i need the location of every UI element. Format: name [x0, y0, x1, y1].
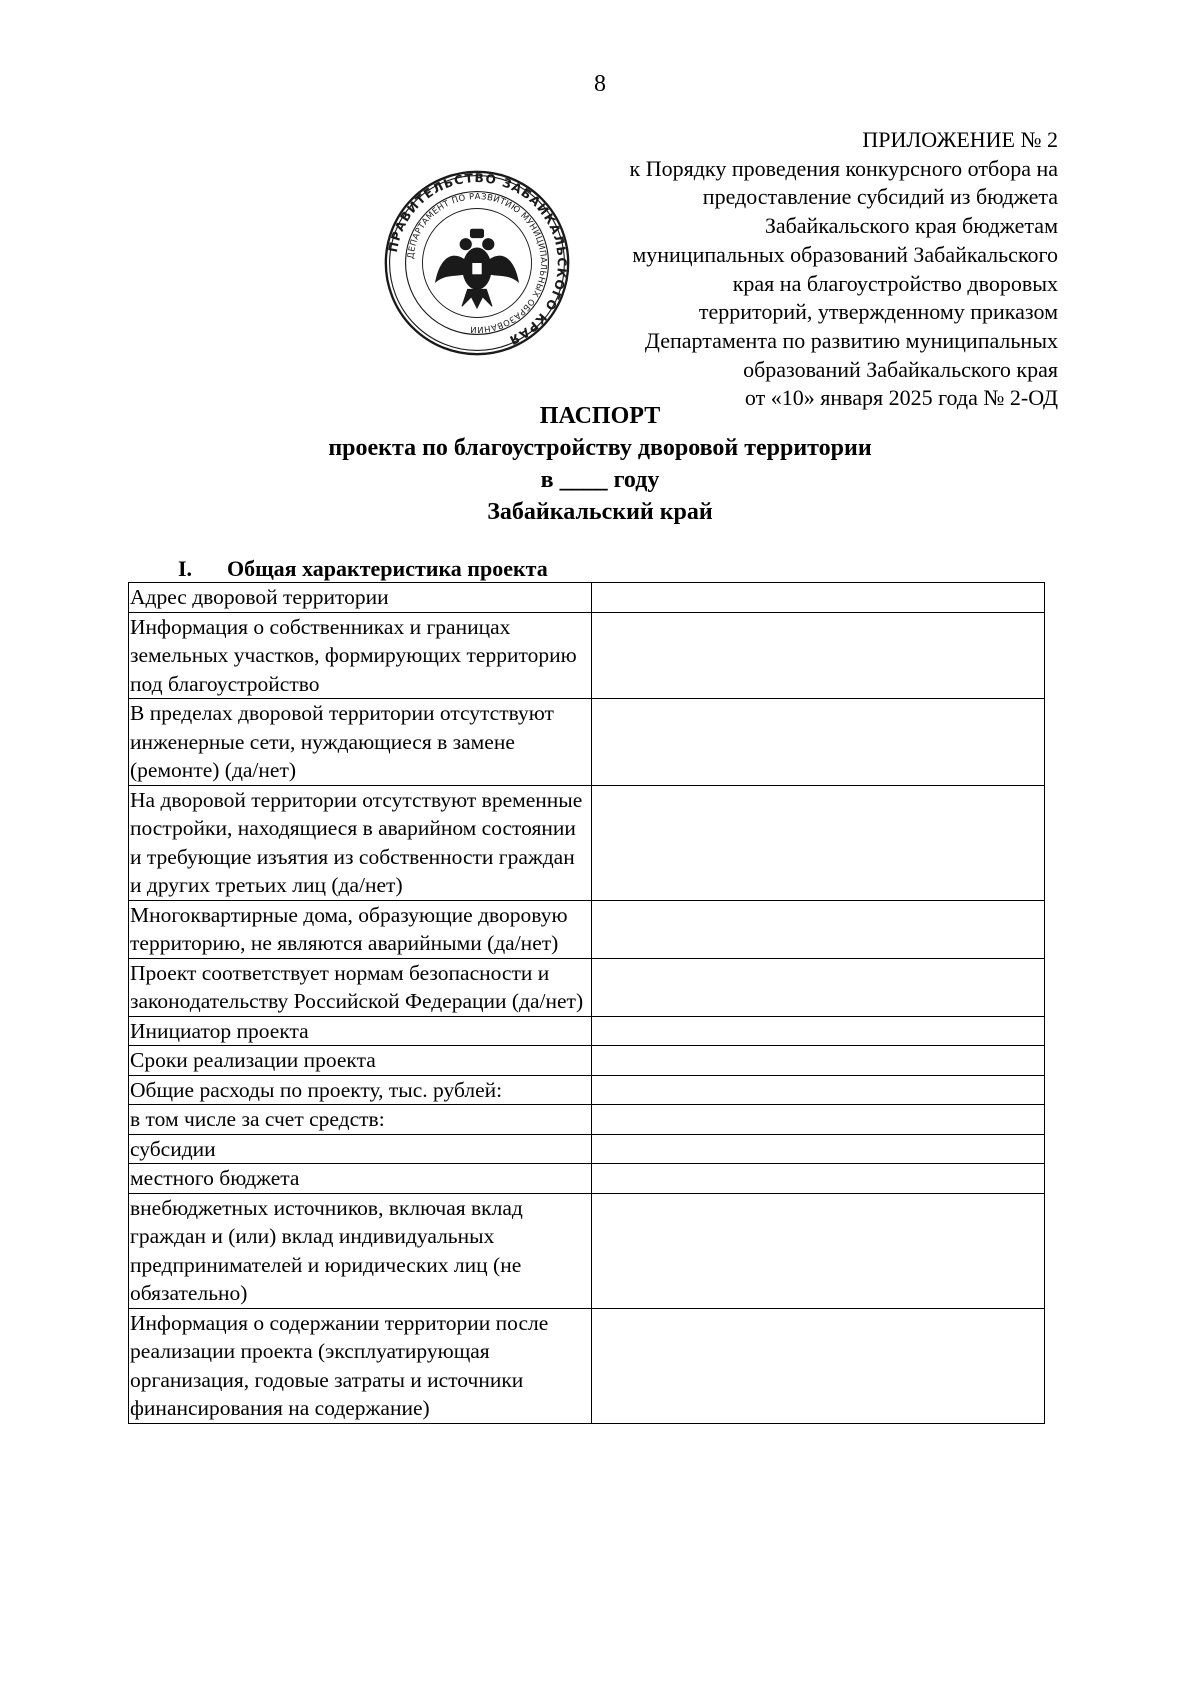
table-row	[129, 1308, 1045, 1423]
seal-outer-text: ПРАВИТЕЛЬСТВО ЗАБАЙКАЛЬСКОГО КРАЯ	[385, 171, 569, 348]
table-row	[129, 1016, 1045, 1046]
table-row	[129, 1134, 1045, 1164]
row-value-cell[interactable]	[592, 1164, 1045, 1194]
table-row	[129, 1105, 1045, 1135]
table-row	[129, 583, 1045, 613]
appendix-line: ПРИЛОЖЕНИЕ № 2	[862, 127, 1058, 152]
page-number: 8	[594, 71, 606, 97]
row-label: местного бюджета	[129, 1164, 592, 1194]
row-value-cell[interactable]	[592, 785, 1045, 900]
section-number: I.	[178, 556, 193, 581]
appendix-line: муниципальных образований Забайкальского	[632, 241, 1058, 267]
row-label: Общие расходы по проекту, тыс. рублей:	[129, 1075, 592, 1105]
row-label: в том числе за счет средств:	[129, 1105, 592, 1135]
appendix-line: к Порядку проведения конкурсного отбора на	[629, 155, 1058, 181]
appendix-line: территорий, утвержденному приказом	[698, 299, 1058, 325]
appendix-line: Забайкальского края бюджетам	[764, 213, 1058, 239]
coat-of-arms-icon	[436, 229, 519, 308]
row-label: Информация о собственниках и границах земельных участков, формирующих территорию под благоустройство	[129, 612, 592, 699]
table-row	[129, 612, 1045, 699]
document-subtitle: проекта по благоустройству дворовой территории	[328, 435, 872, 461]
appendix-line: предоставление субсидий из бюджета	[702, 184, 1058, 210]
row-value-cell[interactable]	[592, 958, 1045, 1016]
section-title: Общая характеристика проекта	[227, 556, 548, 581]
table-row	[129, 1193, 1045, 1308]
table-row	[129, 900, 1045, 958]
row-label: В пределах дворовой территории отсутствуют инженерные сети, нуждающиеся в замене (ремонте) (да/нет)	[129, 699, 592, 786]
row-label: Сроки реализации проекта	[129, 1046, 592, 1076]
row-label: Многоквартирные дома, образующие дворовую территорию, не являются аварийными (да/нет)	[129, 900, 592, 958]
row-value-cell[interactable]	[592, 1075, 1045, 1105]
row-value-cell[interactable]	[592, 1105, 1045, 1135]
section-heading	[178, 556, 548, 582]
row-label: Адрес дворовой территории	[129, 583, 592, 613]
row-value-cell[interactable]	[592, 900, 1045, 958]
row-value-cell[interactable]	[592, 1134, 1045, 1164]
appendix-line: образований Забайкальского края	[743, 356, 1058, 382]
row-value-cell[interactable]	[592, 1308, 1045, 1423]
table-row	[129, 699, 1045, 786]
row-value-cell[interactable]	[592, 1193, 1045, 1308]
table-row	[129, 1075, 1045, 1105]
appendix-block	[538, 126, 1058, 413]
seal-inner-text: ДЕПАРТАМЕНТ ПО РАЗВИТИЮ МУНИЦИПАЛЬНЫХ ОБРАЗОВАНИЙ	[405, 191, 549, 335]
table-row	[129, 785, 1045, 900]
appendix-line: от «10» января 2025 года № 2-ОД	[744, 385, 1058, 411]
table-row	[129, 958, 1045, 1016]
document-region: Забайкальский край	[487, 499, 713, 525]
row-value-cell[interactable]	[592, 583, 1045, 613]
passport-table	[128, 582, 1045, 1424]
table-row	[129, 1046, 1045, 1076]
row-label: Проект соответствует нормам безопасности и законодательству Российской Федерации (да/нет)	[129, 958, 592, 1016]
row-label: На дворовой территории отсутствуют временные постройки, находящиеся в аварийном состоянии и требующие изъятия из собственности граждан и других третьих лиц (да/нет)	[129, 785, 592, 900]
document-title-block	[0, 400, 1200, 528]
row-value-cell[interactable]	[592, 1046, 1045, 1076]
appendix-line: Департамента по развитию муниципальных	[644, 327, 1058, 353]
document-title: ПАСПОРТ	[539, 403, 661, 429]
row-value-cell[interactable]	[592, 1016, 1045, 1046]
official-seal-icon	[383, 169, 571, 357]
table-row	[129, 1164, 1045, 1194]
row-label: Инициатор проекта	[129, 1016, 592, 1046]
row-value-cell[interactable]	[592, 699, 1045, 786]
row-label: Информация о содержании территории после реализации проекта (эксплуатирующая организация, годовые затраты и источники финансирования на содержание)	[129, 1308, 592, 1423]
row-label: субсидии	[129, 1134, 592, 1164]
row-value-cell[interactable]	[592, 612, 1045, 699]
appendix-line: края на благоустройство дворовых	[732, 270, 1058, 296]
row-label: внебюджетных источников, включая вклад граждан и (или) вклад индивидуальных предпринимателей и юридических лиц (не обязательно)	[129, 1193, 592, 1308]
document-year-line: в ____ году	[540, 467, 660, 493]
